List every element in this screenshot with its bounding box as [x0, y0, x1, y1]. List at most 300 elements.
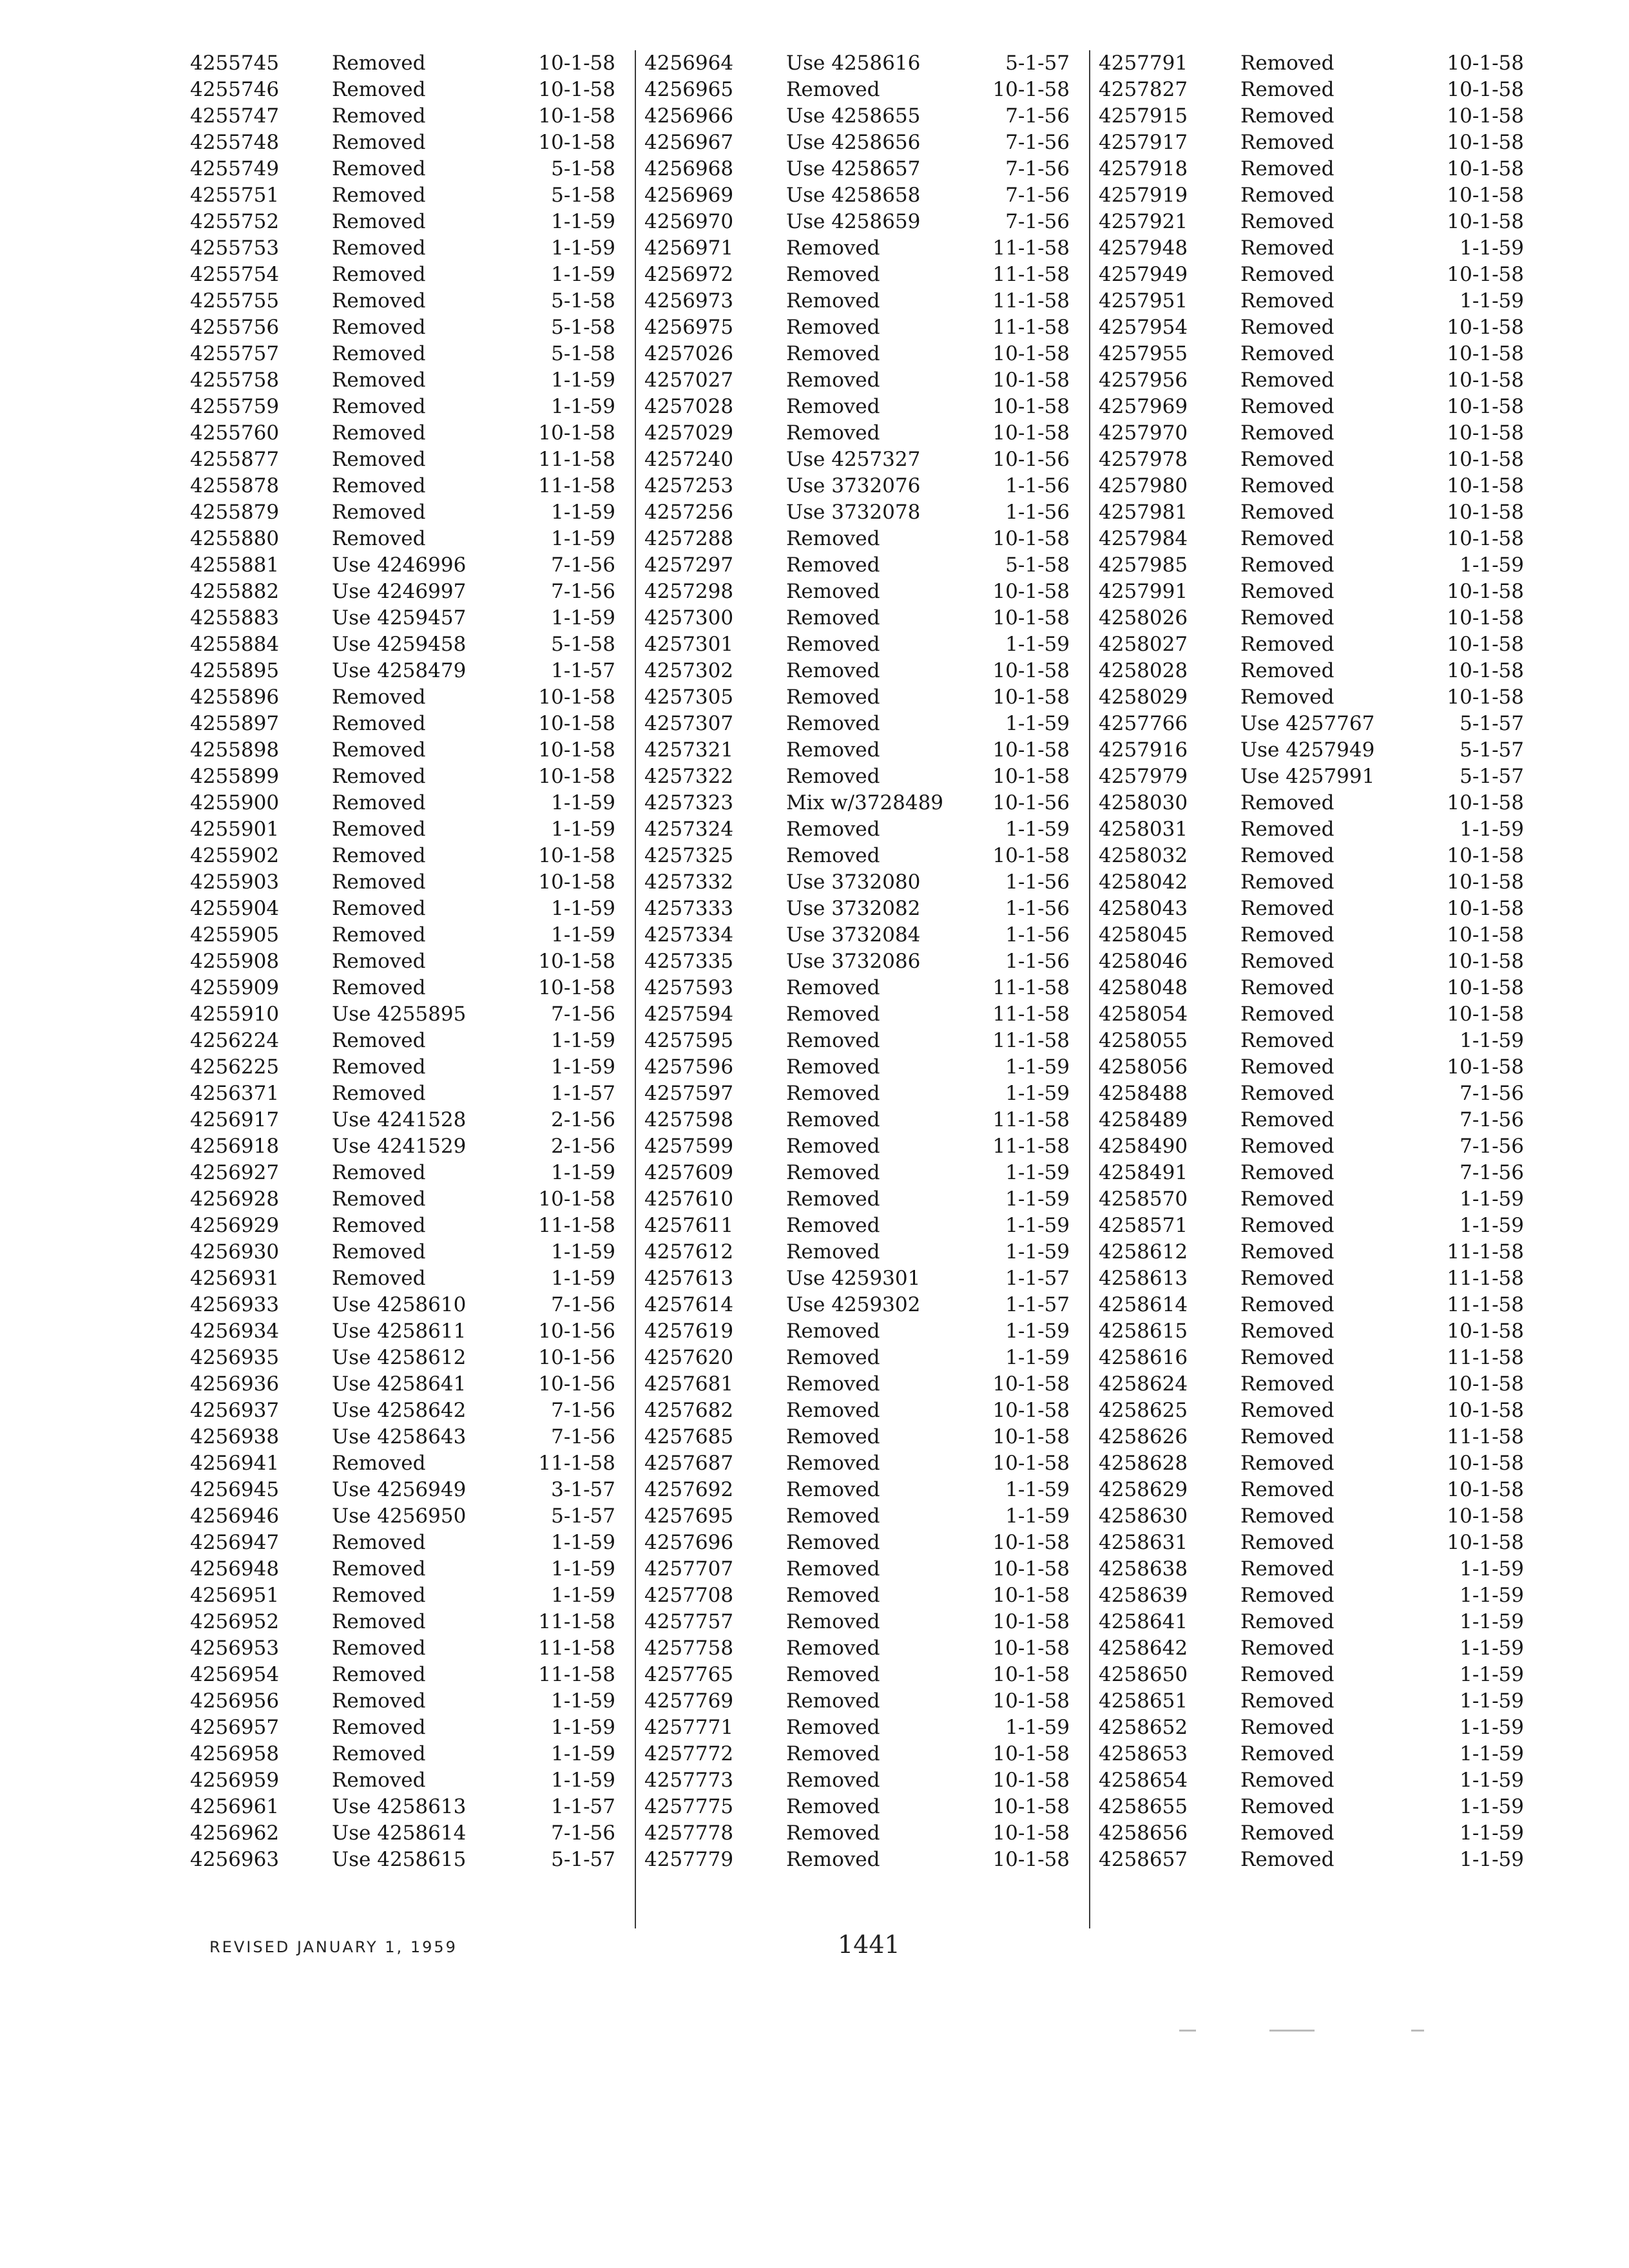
- effective-date: 11-1-58: [992, 263, 1070, 286]
- status-text: Removed: [786, 1637, 880, 1660]
- table-row: [190, 922, 628, 948]
- table-row: [1099, 1450, 1537, 1477]
- table-row: [644, 1715, 1083, 1741]
- part-number: 4257978: [1099, 448, 1188, 471]
- effective-date: 10-1-58: [1447, 1531, 1524, 1554]
- table-row: [190, 790, 628, 816]
- status-text: Use 4258656: [786, 131, 921, 154]
- effective-date: 1-1-57: [1005, 1267, 1070, 1290]
- status-text: Removed: [786, 1346, 880, 1369]
- part-number: 4257696: [644, 1531, 734, 1554]
- status-text: Removed: [786, 1161, 880, 1184]
- table-row: [1099, 526, 1537, 552]
- effective-date: 5-1-58: [1005, 553, 1070, 577]
- part-number: 4257981: [1099, 501, 1188, 524]
- table-row: [644, 262, 1083, 288]
- status-text: Removed: [1240, 474, 1335, 497]
- table-row: [190, 1054, 628, 1081]
- part-number: 4256941: [190, 1452, 280, 1475]
- effective-date: 1-1-59: [1460, 1557, 1524, 1581]
- part-number: 4257682: [644, 1399, 734, 1422]
- status-text: Removed: [1240, 184, 1335, 207]
- effective-date: 1-1-59: [1460, 236, 1524, 260]
- part-number: 4257302: [644, 659, 734, 682]
- part-number: 4257307: [644, 712, 734, 735]
- effective-date: 1-1-59: [551, 369, 615, 392]
- part-number: 4256951: [190, 1584, 280, 1607]
- effective-date: 2-1-56: [551, 1108, 615, 1131]
- effective-date: 10-1-58: [992, 421, 1070, 445]
- part-number: 4255752: [190, 210, 280, 233]
- status-text: Use 4257327: [786, 448, 921, 471]
- status-text: Removed: [1240, 1716, 1335, 1739]
- table-row: [1099, 499, 1537, 526]
- status-text: Removed: [1240, 844, 1335, 867]
- table-row: [190, 1107, 628, 1133]
- table-row: [190, 1028, 628, 1054]
- table-row: [1099, 314, 1537, 341]
- effective-date: 10-1-58: [992, 1610, 1070, 1633]
- part-number: 4257026: [644, 342, 734, 365]
- part-number: 4257610: [644, 1187, 734, 1211]
- table-row: [190, 1371, 628, 1398]
- status-text: Removed: [1240, 1610, 1335, 1633]
- part-number: 4255877: [190, 448, 280, 471]
- table-row: [644, 922, 1083, 948]
- part-number: 4258570: [1099, 1187, 1188, 1211]
- effective-date: 1-1-59: [551, 1029, 615, 1052]
- part-number: 4257687: [644, 1452, 734, 1475]
- table-row: [644, 1107, 1083, 1133]
- status-text: Removed: [332, 923, 426, 947]
- table-row: [1099, 1371, 1537, 1398]
- effective-date: 10-1-58: [1447, 950, 1524, 973]
- part-number: 4258612: [1099, 1240, 1188, 1264]
- effective-date: 7-1-56: [1460, 1108, 1524, 1131]
- effective-date: 10-1-58: [1447, 131, 1524, 154]
- effective-date: 7-1-56: [1460, 1135, 1524, 1158]
- part-number: 4257325: [644, 844, 734, 867]
- table-column-3: [1099, 50, 1537, 1873]
- effective-date: 7-1-56: [551, 580, 615, 603]
- effective-date: 10-1-58: [1447, 52, 1524, 75]
- part-number: 4258613: [1099, 1267, 1188, 1290]
- status-text: Removed: [1240, 1742, 1335, 1765]
- part-number: 4257597: [644, 1082, 734, 1105]
- effective-date: 10-1-58: [992, 527, 1070, 550]
- effective-date: 5-1-57: [1460, 738, 1524, 762]
- effective-date: 10-1-58: [1447, 1003, 1524, 1026]
- table-row: [1099, 1160, 1537, 1186]
- table-row: [1099, 1318, 1537, 1345]
- table-row: [190, 1477, 628, 1503]
- table-row: [1099, 684, 1537, 711]
- effective-date: 1-1-59: [551, 791, 615, 814]
- status-text: Removed: [1240, 1346, 1335, 1369]
- table-row: [644, 1556, 1083, 1582]
- effective-date: 1-1-59: [1005, 818, 1070, 841]
- part-number: 4255760: [190, 421, 280, 445]
- status-text: Removed: [1240, 580, 1335, 603]
- part-number: 4258031: [1099, 818, 1188, 841]
- status-text: Removed: [1240, 104, 1335, 128]
- table-row: [190, 420, 628, 447]
- part-number: 4258045: [1099, 923, 1188, 947]
- table-row: [190, 684, 628, 711]
- effective-date: 10-1-58: [992, 1663, 1070, 1686]
- status-text: Removed: [786, 1452, 880, 1475]
- effective-date: 10-1-58: [1447, 659, 1524, 682]
- status-text: Removed: [1240, 263, 1335, 286]
- part-number: 4257297: [644, 553, 734, 577]
- status-text: Use 4259301: [786, 1267, 921, 1290]
- part-number: 4257917: [1099, 131, 1188, 154]
- status-text: Removed: [1240, 1584, 1335, 1607]
- table-row: [644, 182, 1083, 209]
- status-text: Removed: [786, 1135, 880, 1158]
- part-number: 4256938: [190, 1425, 280, 1448]
- status-text: Removed: [1240, 527, 1335, 550]
- status-text: Use 4258657: [786, 157, 921, 180]
- part-number: 4256929: [190, 1214, 280, 1237]
- status-text: Removed: [332, 1267, 426, 1290]
- part-number: 4258624: [1099, 1372, 1188, 1396]
- table-row: [644, 526, 1083, 552]
- table-row: [190, 209, 628, 235]
- effective-date: 10-1-58: [992, 395, 1070, 418]
- part-number: 4257773: [644, 1769, 734, 1792]
- part-number: 4256928: [190, 1187, 280, 1211]
- status-text: Removed: [332, 52, 426, 75]
- effective-date: 10-1-58: [992, 1452, 1070, 1475]
- table-row: [1099, 473, 1537, 499]
- status-text: Removed: [1240, 818, 1335, 841]
- part-number: 4255898: [190, 738, 280, 762]
- scan-mark: [1269, 2030, 1315, 2032]
- effective-date: 10-1-56: [992, 791, 1070, 814]
- table-row: [1099, 209, 1537, 235]
- table-row: [644, 1345, 1083, 1371]
- status-text: Removed: [1240, 1240, 1335, 1264]
- table-row: [644, 156, 1083, 182]
- part-number: 4258625: [1099, 1399, 1188, 1422]
- status-text: Removed: [786, 236, 880, 260]
- effective-date: 10-1-58: [992, 1848, 1070, 1871]
- effective-date: 10-1-58: [992, 659, 1070, 682]
- part-number: 4256959: [190, 1769, 280, 1792]
- part-number: 4258656: [1099, 1821, 1188, 1845]
- part-number: 4257305: [644, 686, 734, 709]
- part-number: 4258628: [1099, 1452, 1188, 1475]
- effective-date: 1-1-59: [551, 1716, 615, 1739]
- status-text: Use 4259457: [332, 606, 467, 629]
- scan-mark: [1179, 2030, 1196, 2032]
- status-text: Removed: [1240, 1425, 1335, 1448]
- effective-date: 11-1-58: [538, 474, 615, 497]
- table-row: [190, 1318, 628, 1345]
- status-text: Use 4258611: [332, 1320, 467, 1343]
- status-text: Removed: [786, 289, 880, 312]
- part-number: 4257915: [1099, 104, 1188, 128]
- table-row: [1099, 1820, 1537, 1847]
- status-text: Removed: [1240, 157, 1335, 180]
- part-number: 4255897: [190, 712, 280, 735]
- effective-date: 5-1-58: [551, 633, 615, 656]
- part-number: 4256964: [644, 52, 734, 75]
- status-text: Removed: [1240, 316, 1335, 339]
- status-text: Removed: [1240, 553, 1335, 577]
- status-text: Use 3732076: [786, 474, 921, 497]
- effective-date: 1-1-56: [1005, 923, 1070, 947]
- status-text: Removed: [1240, 1320, 1335, 1343]
- effective-date: 3-1-57: [551, 1478, 615, 1501]
- effective-date: 10-1-58: [1447, 1055, 1524, 1079]
- status-text: Removed: [786, 421, 880, 445]
- table-row: [190, 182, 628, 209]
- status-text: Use 4259458: [332, 633, 467, 656]
- part-number: 4258056: [1099, 1055, 1188, 1079]
- effective-date: 10-1-58: [1447, 897, 1524, 920]
- table-row: [644, 684, 1083, 711]
- table-row: [1099, 764, 1537, 790]
- table-row: [190, 262, 628, 288]
- part-number: 4256975: [644, 316, 734, 339]
- table-row: [190, 896, 628, 922]
- part-number: 4255903: [190, 870, 280, 894]
- table-row: [190, 869, 628, 896]
- effective-date: 1-1-59: [1460, 1610, 1524, 1633]
- status-text: Removed: [1240, 1372, 1335, 1396]
- status-text: Removed: [332, 1610, 426, 1633]
- status-text: Use 4259302: [786, 1293, 921, 1316]
- table-row: [644, 1530, 1083, 1556]
- table-row: [190, 1635, 628, 1662]
- effective-date: 7-1-56: [551, 1399, 615, 1422]
- part-number: 4257609: [644, 1161, 734, 1184]
- status-text: Use 4255895: [332, 1003, 467, 1026]
- effective-date: 7-1-56: [1005, 184, 1070, 207]
- table-row: [644, 1741, 1083, 1767]
- table-row: [1099, 1715, 1537, 1741]
- status-text: Removed: [332, 686, 426, 709]
- revision-note: REVISED JANUARY 1, 1959: [209, 1938, 458, 1956]
- part-number: 4258626: [1099, 1425, 1188, 1448]
- part-number: 4256937: [190, 1399, 280, 1422]
- part-number: 4258048: [1099, 976, 1188, 999]
- table-row: [644, 77, 1083, 103]
- part-number: 4257771: [644, 1716, 734, 1739]
- part-number: 4257985: [1099, 553, 1188, 577]
- part-number: 4257324: [644, 818, 734, 841]
- effective-date: 1-1-57: [551, 659, 615, 682]
- effective-date: 7-1-56: [1460, 1082, 1524, 1105]
- table-row: [644, 1477, 1083, 1503]
- table-row: [190, 1292, 628, 1318]
- table-row: [644, 843, 1083, 869]
- effective-date: 10-1-58: [1447, 1504, 1524, 1528]
- part-number: 4256947: [190, 1531, 280, 1554]
- scan-mark: [1411, 2030, 1424, 2032]
- table-row: [644, 1186, 1083, 1213]
- column-divider: [635, 50, 636, 1928]
- part-number: 4256961: [190, 1795, 280, 1818]
- status-text: Removed: [332, 1637, 426, 1660]
- table-row: [644, 394, 1083, 420]
- status-text: Removed: [1240, 1267, 1335, 1290]
- part-number: 4257333: [644, 897, 734, 920]
- part-number: 4258488: [1099, 1082, 1188, 1105]
- status-text: Removed: [1240, 976, 1335, 999]
- part-number: 4258651: [1099, 1689, 1188, 1713]
- part-number: 4257949: [1099, 263, 1188, 286]
- part-number: 4255904: [190, 897, 280, 920]
- effective-date: 1-1-59: [551, 1055, 615, 1079]
- status-text: Removed: [332, 1214, 426, 1237]
- effective-date: 11-1-58: [1447, 1267, 1524, 1290]
- part-number: 4257685: [644, 1425, 734, 1448]
- effective-date: 10-1-58: [992, 1742, 1070, 1765]
- part-number: 4257766: [1099, 712, 1188, 735]
- effective-date: 10-1-58: [992, 342, 1070, 365]
- effective-date: 1-1-59: [1460, 1029, 1524, 1052]
- part-number: 4258030: [1099, 791, 1188, 814]
- effective-date: 11-1-58: [538, 1214, 615, 1237]
- part-number: 4258027: [1099, 633, 1188, 656]
- table-row: [1099, 156, 1537, 182]
- status-text: Removed: [1240, 1821, 1335, 1845]
- effective-date: 1-1-56: [1005, 897, 1070, 920]
- part-number: 4256918: [190, 1135, 280, 1158]
- status-text: Removed: [332, 342, 426, 365]
- part-number: 4255754: [190, 263, 280, 286]
- part-number: 4256963: [190, 1848, 280, 1871]
- table-column-1: [190, 50, 628, 1873]
- status-text: Removed: [1240, 1082, 1335, 1105]
- table-row: [1099, 975, 1537, 1001]
- status-text: Removed: [332, 316, 426, 339]
- part-number: 4255901: [190, 818, 280, 841]
- effective-date: 10-1-58: [992, 1637, 1070, 1660]
- effective-date: 1-1-59: [1460, 1584, 1524, 1607]
- table-row: [190, 1081, 628, 1107]
- effective-date: 11-1-58: [992, 976, 1070, 999]
- effective-date: 11-1-58: [1447, 1425, 1524, 1448]
- table-row: [190, 1160, 628, 1186]
- effective-date: 10-1-58: [538, 1187, 615, 1211]
- effective-date: 1-1-59: [551, 236, 615, 260]
- status-text: Removed: [1240, 1531, 1335, 1554]
- effective-date: 1-1-59: [1460, 1716, 1524, 1739]
- status-text: Removed: [332, 897, 426, 920]
- table-row: [1099, 1001, 1537, 1028]
- part-number: 4257321: [644, 738, 734, 762]
- table-row: [1099, 420, 1537, 447]
- effective-date: 10-1-58: [992, 1531, 1070, 1554]
- table-row: [1099, 288, 1537, 314]
- part-number: 4257594: [644, 1003, 734, 1026]
- effective-date: 10-1-58: [538, 104, 615, 128]
- table-row: [190, 341, 628, 367]
- part-number: 4255909: [190, 976, 280, 999]
- status-text: Use 4258614: [332, 1821, 467, 1845]
- part-number: 4258032: [1099, 844, 1188, 867]
- table-row: [1099, 447, 1537, 473]
- effective-date: 1-1-59: [1005, 1346, 1070, 1369]
- part-number: 4257681: [644, 1372, 734, 1396]
- status-text: Use 4258655: [786, 104, 921, 128]
- part-number: 4258652: [1099, 1716, 1188, 1739]
- table-row: [644, 367, 1083, 394]
- effective-date: 1-1-59: [1005, 1214, 1070, 1237]
- part-number: 4256968: [644, 157, 734, 180]
- status-text: Removed: [786, 395, 880, 418]
- effective-date: 10-1-56: [538, 1372, 615, 1396]
- status-text: Removed: [1240, 342, 1335, 365]
- part-number: 4256931: [190, 1267, 280, 1290]
- status-text: Removed: [786, 369, 880, 392]
- effective-date: 1-1-57: [551, 1795, 615, 1818]
- part-number: 4258638: [1099, 1557, 1188, 1581]
- effective-date: 10-1-58: [992, 606, 1070, 629]
- status-text: Removed: [786, 1610, 880, 1633]
- status-text: Removed: [1240, 395, 1335, 418]
- effective-date: 10-1-58: [538, 78, 615, 101]
- table-row: [190, 631, 628, 658]
- status-text: Removed: [786, 342, 880, 365]
- part-number: 4257757: [644, 1610, 734, 1633]
- status-text: Removed: [332, 976, 426, 999]
- part-number: 4258043: [1099, 897, 1188, 920]
- table-row: [644, 209, 1083, 235]
- table-row: [1099, 1582, 1537, 1609]
- status-text: Removed: [332, 1029, 426, 1052]
- part-number: 4258650: [1099, 1663, 1188, 1686]
- table-row: [1099, 816, 1537, 843]
- effective-date: 1-1-59: [551, 263, 615, 286]
- status-text: Removed: [332, 1663, 426, 1686]
- effective-date: 11-1-58: [992, 236, 1070, 260]
- status-text: Removed: [1240, 1689, 1335, 1713]
- effective-date: 11-1-58: [992, 289, 1070, 312]
- status-text: Removed: [786, 712, 880, 735]
- part-number: 4255883: [190, 606, 280, 629]
- status-text: Use 4241529: [332, 1135, 467, 1158]
- effective-date: 10-1-58: [1447, 104, 1524, 128]
- table-row: [1099, 1424, 1537, 1450]
- status-text: Removed: [1240, 369, 1335, 392]
- table-row: [644, 1265, 1083, 1292]
- part-number: 4258490: [1099, 1135, 1188, 1158]
- status-text: Removed: [1240, 1637, 1335, 1660]
- part-number: 4257758: [644, 1637, 734, 1660]
- part-number: 4257323: [644, 791, 734, 814]
- part-number: 4257300: [644, 606, 734, 629]
- status-text: Removed: [1240, 1135, 1335, 1158]
- effective-date: 7-1-56: [551, 1293, 615, 1316]
- table-row: [190, 103, 628, 130]
- effective-date: 10-1-58: [538, 52, 615, 75]
- part-number: 4256971: [644, 236, 734, 260]
- effective-date: 10-1-56: [538, 1320, 615, 1343]
- status-text: Use 4258642: [332, 1399, 467, 1422]
- status-text: Removed: [1240, 52, 1335, 75]
- table-row: [1099, 896, 1537, 922]
- table-row: [1099, 1688, 1537, 1715]
- effective-date: 1-1-59: [551, 210, 615, 233]
- table-row: [190, 1345, 628, 1371]
- status-text: Removed: [332, 1531, 426, 1554]
- table-row: [644, 579, 1083, 605]
